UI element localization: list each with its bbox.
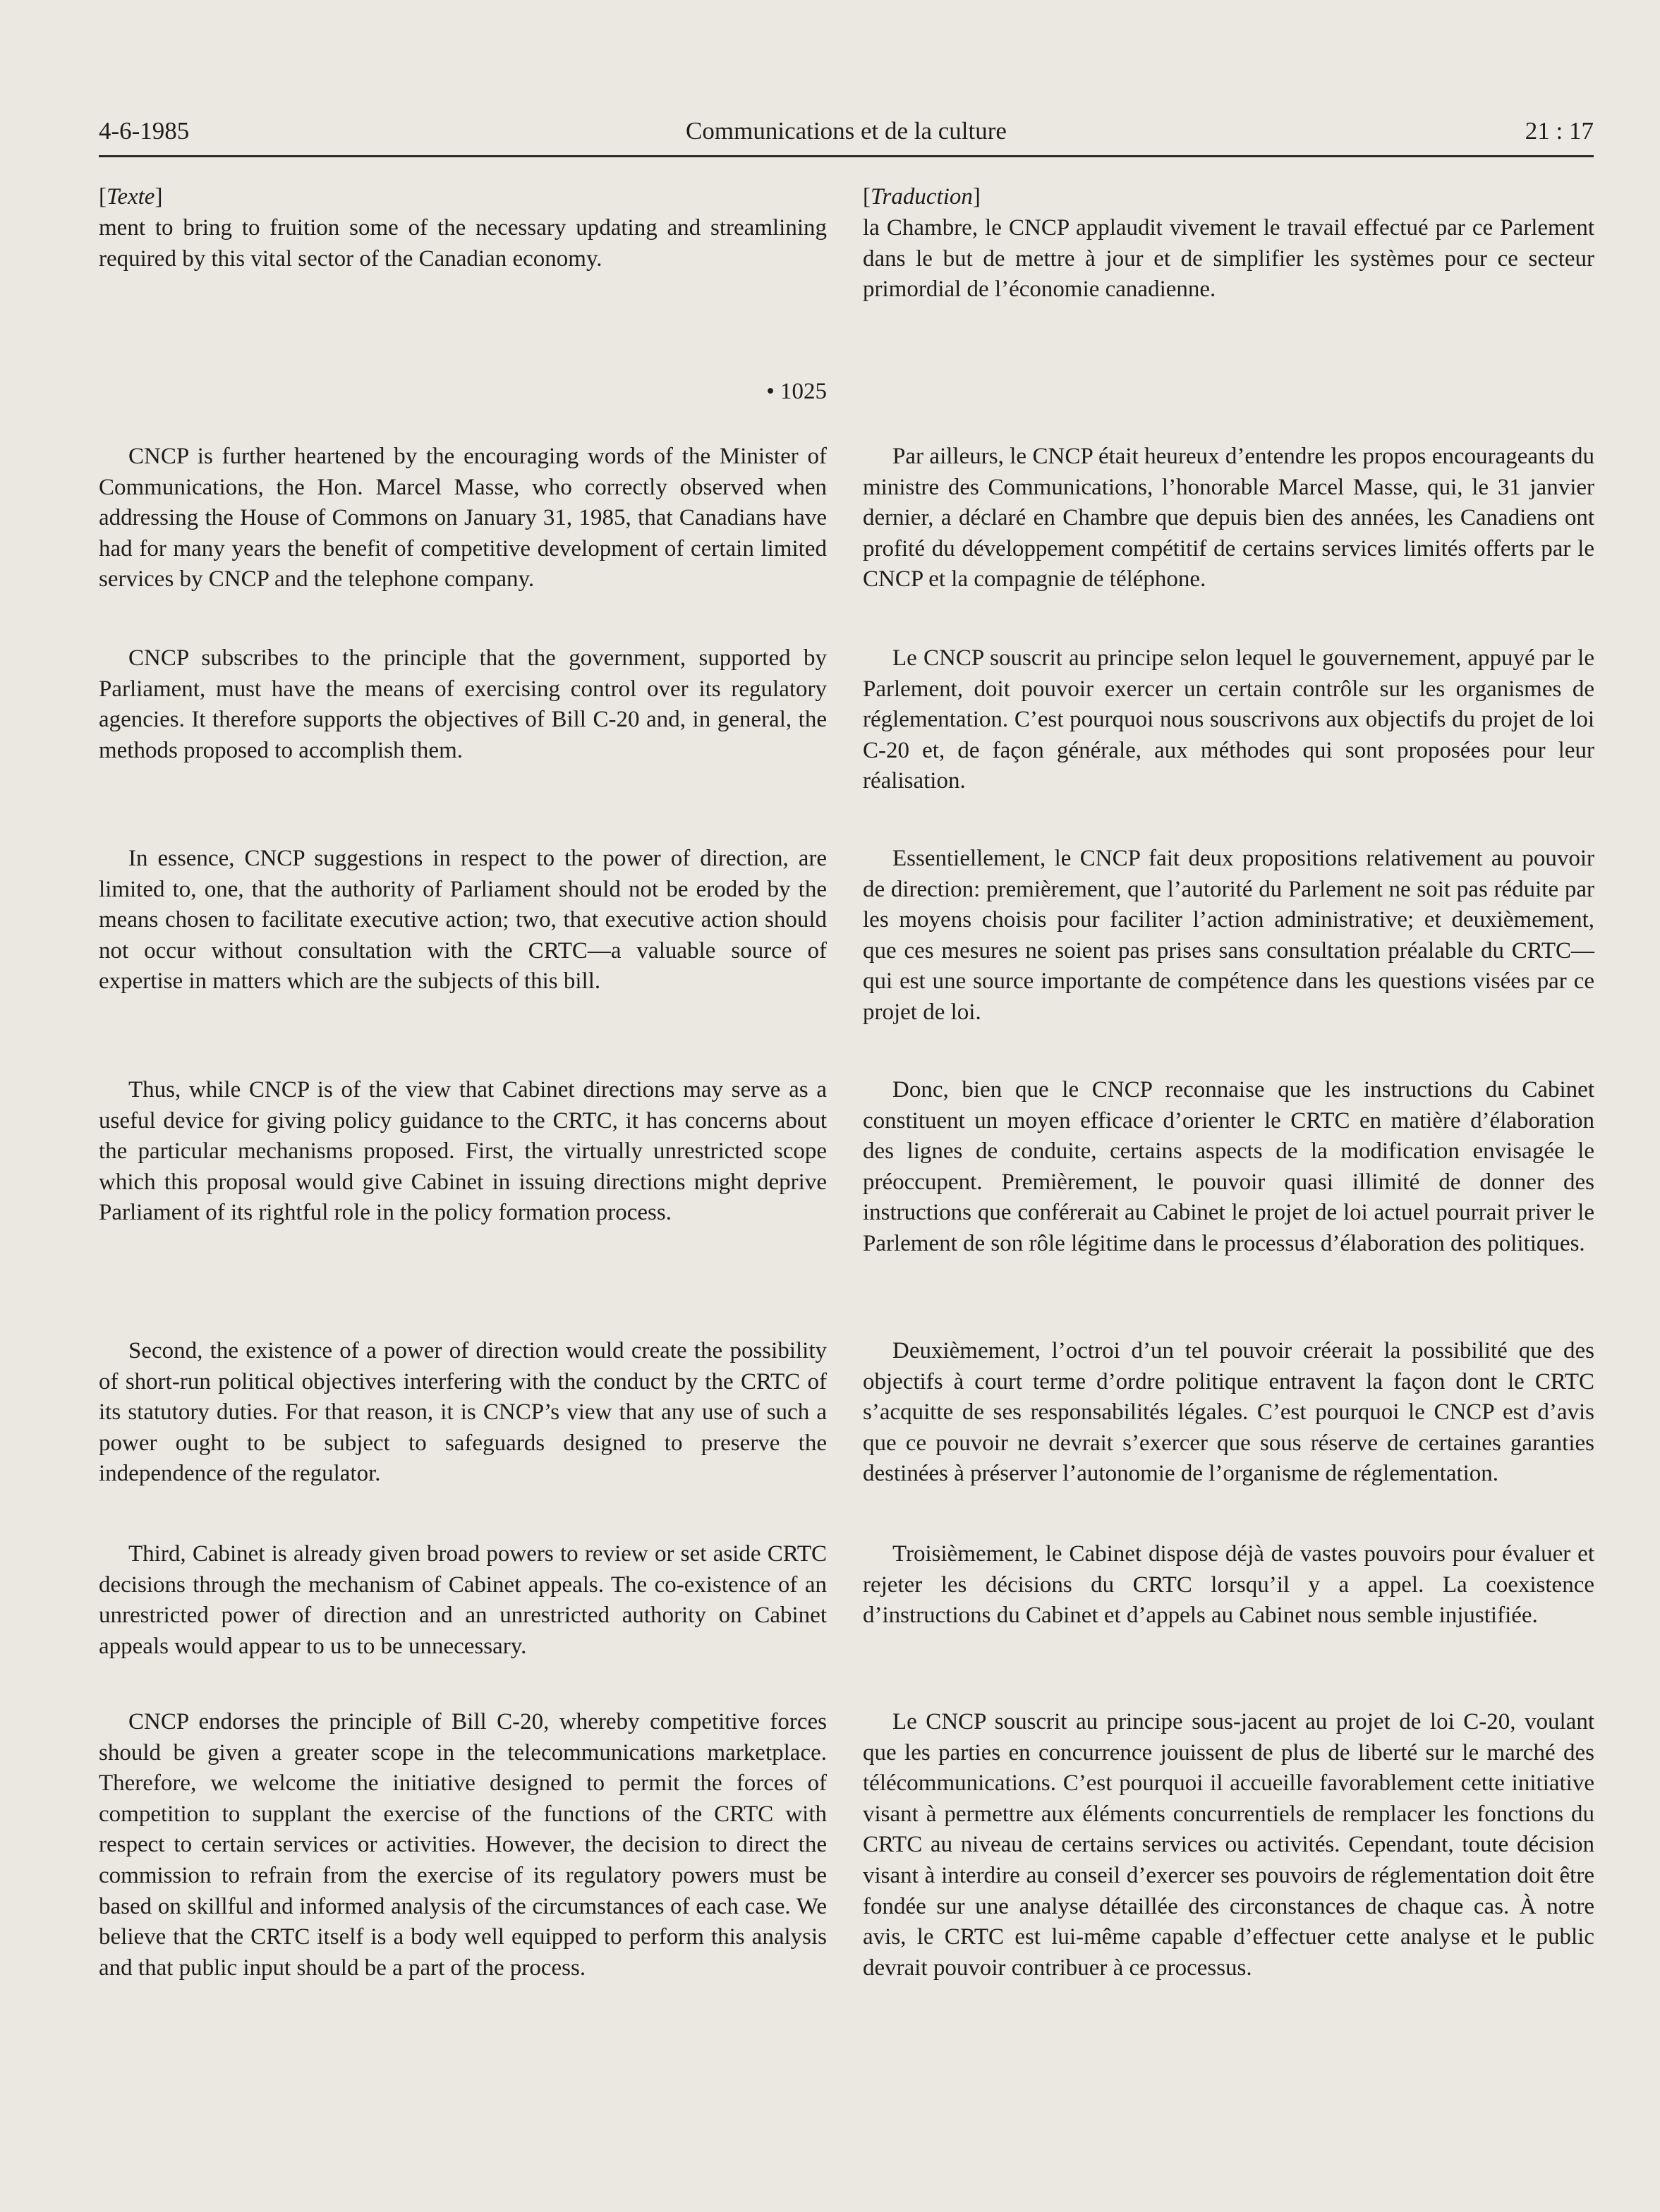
header-title: Communications et de la culture (686, 117, 1007, 145)
header-page-number: 21 : 17 (1525, 117, 1594, 145)
paragraph: Second, the existence of a power of direction would create the possibility of short-run political objectives interfering with the conduct by the CRTC of its statutory duties. For that reason, it is CNCP’s view that any use of such a power ought to be subject to safeguards designed to preserve the independence of the regulator. (99, 1338, 827, 1487)
paragraph: CNCP endorses the principle of Bill C-20, whereby competitive forces should be given a greater scope in the telecommunications marketplace. Therefore, we welcome the initiative designed to permit the forces of competition to supplant the exercise of the functions of the CRTC with respect to certain services or activities. However, the decision to direct the commission to refrain from the exercise of its regulatory powers must be based on skillful and informed analysis of the circumstances of each case. We believe that the CRTC itself is a body well equipped to perform this analysis and that public input should be a part of the process. (99, 1709, 827, 1981)
header-date: 4-6-1985 (99, 117, 190, 145)
time-marker: • 1025 (766, 379, 827, 404)
paragraph: CNCP subscribes to the principle that the government, supported by Parliament, must have the means of exercising control over its regulatory agencies. It therefore supports the objectives of Bill C-20 and, in general, the methods proposed to accomplish them. (99, 645, 827, 763)
paragraph: Le CNCP souscrit au principe sous-jacent au projet de loi C-20, voulant que les parties en concurrence jouissent de plus de liberté sur le marché des télécommunications. C’est pourquoi il accueille favorablement cette initiative visant à permettre aux éléments concurrentiels de remplacer les fonctions du CRTC au niveau de certains services ou activités. Cependant, toute décision visant à interdire au conseil d’exercer ses pouvoirs de réglementation doit être fondée sur une analyse détaillée des circonstances de chaque cas. À notre avis, le CRTC est lui-même capable d’effectuer cette analyse et le public devrait pouvoir contribuer à ce processus. (863, 1709, 1594, 1981)
column-label-texte: [Texte] (99, 184, 163, 209)
column-label-text: Texte (107, 184, 155, 209)
paragraph: Thus, while CNCP is of the view that Cabinet directions may serve as a useful device for giving policy guidance to the CRTC, it has concerns about the particular mechanisms proposed. First, the virtually unrestricted scope which this proposal would give Cabinet in issuing directions might deprive Parliament of its rightful role in the policy formation process. (99, 1077, 827, 1226)
paragraph: Le CNCP souscrit au principe selon lequel le gouvernement, appuyé par le Parlement, doit pouvoir exercer un certain contrôle sur les organismes de réglementation. C’est pourquoi nous souscrivons aux objectifs du projet de loi C-20 et, de façon générale, aux méthodes qui sont proposées pour leur réalisation. (863, 645, 1594, 794)
paragraph: ment to bring to fruition some of the necessary updating and streamlining required by this vital sector of the Canadian economy. (99, 215, 827, 272)
paragraph: Deuxièmement, l’octroi d’un tel pouvoir créerait la possibilité que des objectifs à court terme d’ordre politique entravent la façon dont le CRTC s’acquitte de ses responsabilités légales. C’est pourquoi le CNCP est d’avis que ce pouvoir ne devrait s’exercer que sous réserve de certaines garanties destinées à préserver l’autonomie de l’organisme de réglementation. (863, 1338, 1594, 1487)
paragraph: Essentiellement, le CNCP fait deux propositions relativement au pouvoir de direction: premièrement, que l’autorité du Parlement ne soit pas réduite par les moyens choisis pour faciliter l’action administrative; et deuxièmement, que ces mesures ne soient pas prises sans consultation préalable du CRTC—qui est une source importante de compétence dans les questions visées par ce projet de loi. (863, 846, 1594, 1025)
paragraph: In essence, CNCP suggestions in respect to the power of direction, are limited to, one, that the authority of Parliament should not be eroded by the means chosen to facilitate executive action; two, that executive action should not occur without consultation with the CRTC—a valuable source of expertise in matters which are the subjects of this bill. (99, 846, 827, 995)
column-label-traduction: [Traduction] (863, 184, 981, 209)
paragraph: CNCP is further heartened by the encouraging words of the Minister of Communications, the Hon. Marcel Masse, who correctly observed when addressing the House of Commons on January 31, 1985, that Canadians have had for many years the benefit of competitive development of certain limited services by CNCP and the telephone company. (99, 444, 827, 592)
english-column (99, 182, 827, 1981)
page-header (99, 113, 1594, 157)
french-column (863, 182, 1594, 1981)
paragraph: Par ailleurs, le CNCP était heureux d’entendre les propos encourageants du ministre des Communications, l’honorable Marcel Masse, qui, le 31 janvier dernier, a déclaré en Chambre que depuis bien des années, les Canadiens ont profité du développement compétitif de certains services limités offerts par le CNCP et la compagnie de téléphone. (863, 444, 1594, 592)
paragraph: la Chambre, le CNCP applaudit vivement le travail effectué par ce Parlement dans le but de mettre à jour et de simplifier les systèmes pour ce secteur primordial de l’économie canadienne. (863, 215, 1594, 303)
paragraph: Troisièmement, le Cabinet dispose déjà de vastes pouvoirs pour évaluer et rejeter les décisions du CRTC lorsqu’il y a appel. La coexistence d’instructions du Cabinet et d’appels au Cabinet nous semble injustifiée. (863, 1541, 1594, 1629)
paragraph: Donc, bien que le CNCP reconnaise que les instructions du Cabinet constituent un moyen efficace d’orienter le CRTC en matière d’élaboration des lignes de conduite, certains aspects de la modification envisagée le préoccupent. Premièrement, le pouvoir quasi illimité de donner des instructions que conférerait au Cabinet le projet de loi actuel pourrait priver le Parlement de son rôle légitime dans le processus d’élaboration des politiques. (863, 1077, 1594, 1256)
column-label-text: Traduction (871, 184, 973, 209)
paragraph: Third, Cabinet is already given broad powers to review or set aside CRTC decisions through the mechanism of Cabinet appeals. The co-existence of an unrestricted power of direction and an unrestricted authority on Cabinet appeals would appear to us to be unnecessary. (99, 1541, 827, 1659)
